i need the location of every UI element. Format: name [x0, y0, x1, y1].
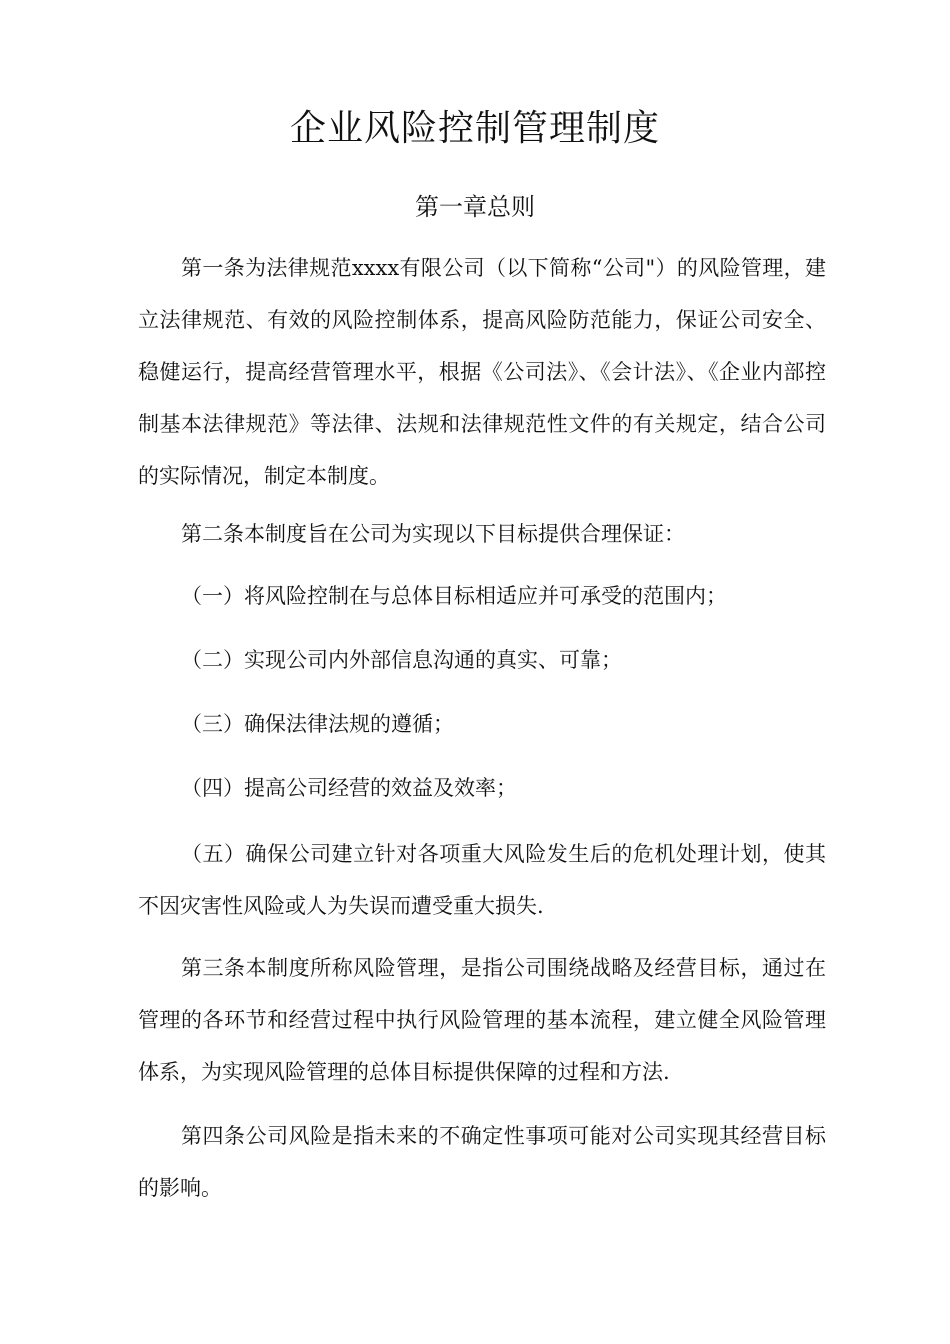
list-item-1: （一）将风险控制在与总体目标相适应并可承受的范围内；: [181, 584, 727, 608]
document-title: 企业风险控制管理制度: [289, 108, 660, 149]
paragraph-article-4: 第四条公司风险是指未来的不确定性事项可能对公司实现其经营目标的影响。: [138, 1124, 826, 1200]
list-item-4: （四）提高公司经营的效益及效率；: [181, 776, 517, 800]
paragraph-article-3: 第三条本制度所称风险管理，是指公司围绕战略及经营目标，通过在管理的各环节和经营过程中执行风险管理的基本流程，建立健全风险管理体系，为实现风险管理的总体目标提供保障的过程和方法.: [138, 956, 826, 1084]
paragraph-article-2: 第二条本制度旨在公司为实现以下目标提供合理保证：: [181, 522, 685, 546]
list-item-2: （二）实现公司内外部信息沟通的真实、可靠；: [181, 648, 622, 672]
list-item-5: （五）确保公司建立针对各项重大风险发生后的危机处理计划，使其不因灾害性风险或人为失误而遭受重大损失.: [138, 842, 826, 918]
chapter-heading: 第一章总则: [415, 193, 535, 221]
list-item-3: （三）确保法律法规的遵循；: [181, 712, 454, 736]
paragraph-article-1: 第一条为法律规范xxxx有限公司（以下简称“公司"）的风险管理，建立法律规范、有效的风险控制体系，提高风险防范能力，保证公司安全、稳健运行，提高经营管理水平，根据《公司法》、《会计法》、《企业内部控制基本法律规范》等法律、法规和法律规范性文件的有关规定，结合公司的实际情况，制定本制度。: [138, 256, 826, 488]
